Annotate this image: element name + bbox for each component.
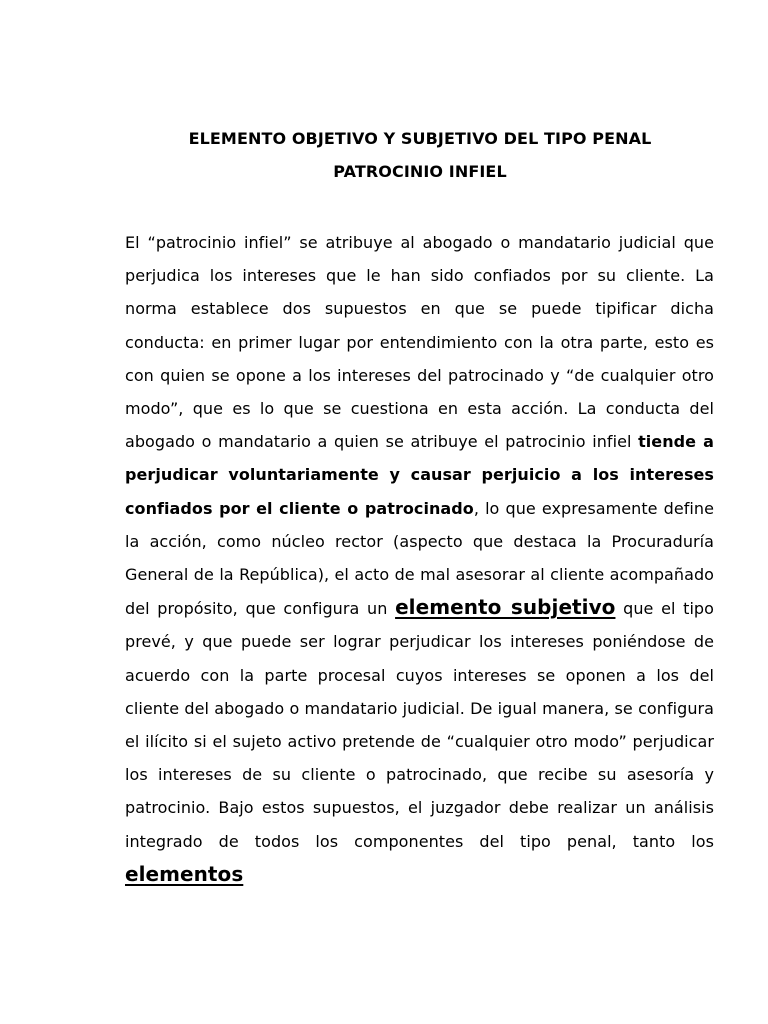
paragraph-emphasis-3: elementos: [125, 861, 244, 886]
paragraph-emphasis-1: tiende a perjudicar voluntariamente y causar perjuicio a los intereses confiados por el cliente o patrocinado: [125, 432, 714, 518]
paragraph-text-part-2: , lo que expresamente define la acción, como núcleo rector (aspecto que destaca la Procuraduría General de la República), el acto de mal asesorar al cliente acompañado del propósito, que configura un: [125, 498, 715, 619]
paragraph-text-part-1: El “patrocinio infiel” se atribuye al abogado o mandatario judicial que perjudica los intereses que le han sido confiados por su cliente. La norma establece dos supuestos en que se puede tipificar dicha conducta: en primer lugar por entendimiento con la otra parte, esto es con quien se opone a los intereses del patrocinado y “de cualquier otro modo”, que es lo que se cuestiona en esta acción. La conducta del abogado o mandatario a quien se atribuye el patrocinio infiel: [125, 233, 714, 452]
paragraph-text-part-3: que el tipo prevé, y que puede ser lograr perjudicar los intereses poniéndose de acuerdo con la parte procesal cuyos intereses se oponen a los del cliente del abogado o mandatario judicial. De igual manera, se configura el ilícito si el sujeto activo pretende de “cualquier otro modo” perjudicar los intereses de su cliente o patrocinado, que recibe su asesoría y patrocinio. Bajo estos supuestos, el juzgador debe realizar un análisis integrado de todos los componentes del tipo penal, tanto los: [125, 599, 714, 851]
paragraph-emphasis-2: elemento subjetivo: [395, 595, 616, 620]
document-title: ELEMENTO OBJETIVO Y SUBJETIVO DEL TIPO PENAL: [188, 129, 652, 148]
document-subtitle: PATROCINIO INFIEL: [333, 162, 507, 181]
body-paragraph: [125, 226, 714, 892]
